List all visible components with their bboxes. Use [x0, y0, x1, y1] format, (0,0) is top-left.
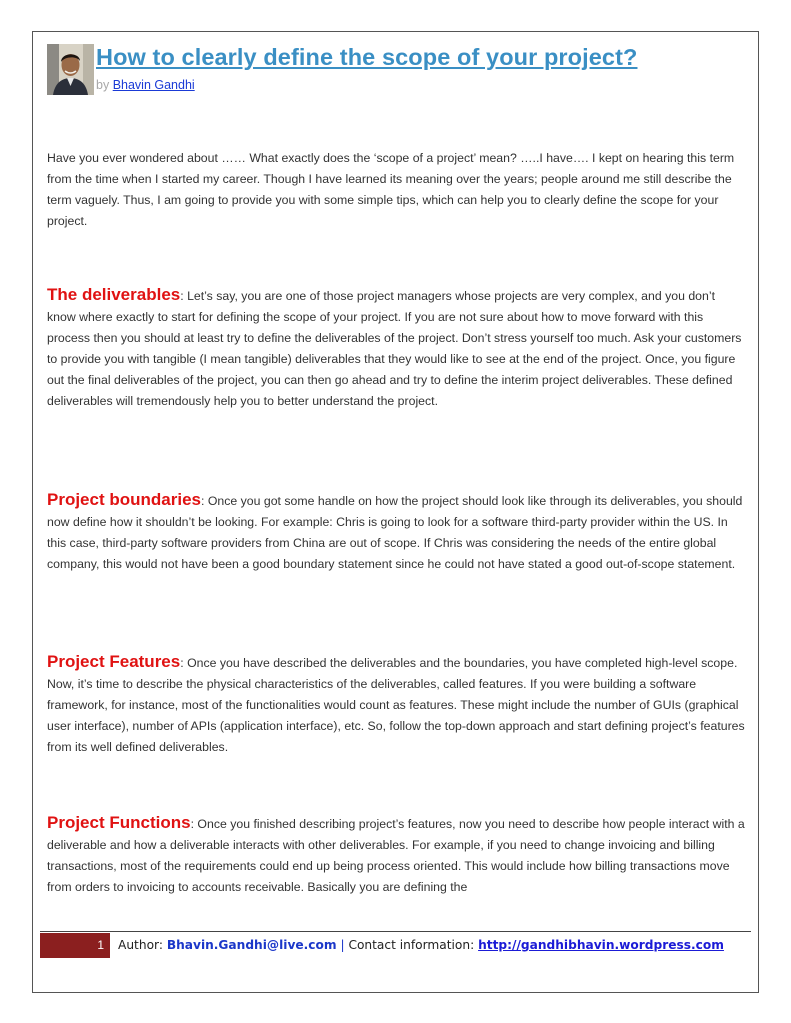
footer-author-label: Author:	[118, 938, 163, 952]
footer-contact-label: Contact information:	[348, 938, 475, 952]
boundaries-paragraph	[47, 489, 747, 575]
intro-text: Have you ever wondered about …… What exactly does the ‘scope of a project’ mean? …..I have…. I kept on hearing this term from the time when I started my career. Though I have learned its meaning over the years; people around me still describe the term vaguely. Thus, I am going to provide you with some simple tips, which can help you to clearly define the scope for your project.	[47, 151, 735, 228]
deliverables-paragraph	[47, 284, 747, 412]
functions-text: : Once you finished describing project’s features, now you need to describe how people interact with a deliverable and how a deliverable interacts with other deliverables. For example, if you need to change invoicing and billing transactions, most of the requirements could end up being process oriented. This would include how billing transactions move from orders to invoicing to accounts receivable. Basically you are defining the	[47, 817, 745, 894]
footer-contact-link[interactable]: http://gandhibhavin.wordpress.com	[478, 938, 724, 952]
author-photo	[47, 44, 94, 95]
page-number: 1	[97, 938, 104, 952]
boundaries-text: : Once you got some handle on how the project should look like through its deliverables, you should now define how it shouldn’t be looking. For example: Chris is going to look for a software third-party provider within the US. In this case, third-party software providers from China are out of scope. If Chris was considering the needs of the entire global company, this would not have been a good boundary statement since he could not have stated a good out-of-scope statement.	[47, 494, 743, 571]
features-paragraph	[47, 651, 747, 758]
intro-paragraph	[47, 148, 747, 232]
footer-separator: |	[340, 938, 345, 952]
deliverables-heading: The deliverables	[47, 285, 181, 304]
features-text: : Once you have described the deliverables and the boundaries, you have completed high-level scope. Now, it’s time to describe the physical characteristics of the deliverables, called features. If you were building a software framework, for instance, most of the functionalities would count as features. These might include the number of GUIs (graphical user interface), number of APIs (application interface), etc. So, follow the top-down approach and start defining project’s features from its well defined deliverables.	[47, 656, 745, 754]
functions-paragraph	[47, 812, 747, 898]
functions-heading: Project Functions	[47, 813, 191, 832]
footer-divider	[40, 931, 751, 932]
article-title[interactable]: How to clearly define the scope of your project?	[96, 44, 638, 70]
boundaries-heading: Project boundaries	[47, 490, 201, 509]
features-heading: Project Features	[47, 652, 181, 671]
author-link[interactable]: Bhavin Gandhi	[112, 78, 195, 92]
page-number-badge	[40, 933, 110, 958]
byline	[96, 78, 195, 92]
deliverables-text: : Let’s say, you are one of those project managers whose projects are very complex, and you don’t know where exactly to start for defining the scope of your project. If you are not sure about how to move forward with this process then you should at least try to define the deliverables of the project. Don’t stress yourself too much. Ask your customers to provide you with tangible (I mean tangible) deliverables that they would like to see at the end of the project. Once, you figure out the final deliverables of the project, you can then go ahead and try to define the interim project deliverables. These defined deliverables will tremendously help you to better understand the project.	[47, 289, 742, 408]
footer-contact	[118, 938, 724, 952]
footer-author-email[interactable]: Bhavin.Gandhi@live.com	[166, 938, 337, 952]
byline-prefix: by	[96, 78, 110, 92]
